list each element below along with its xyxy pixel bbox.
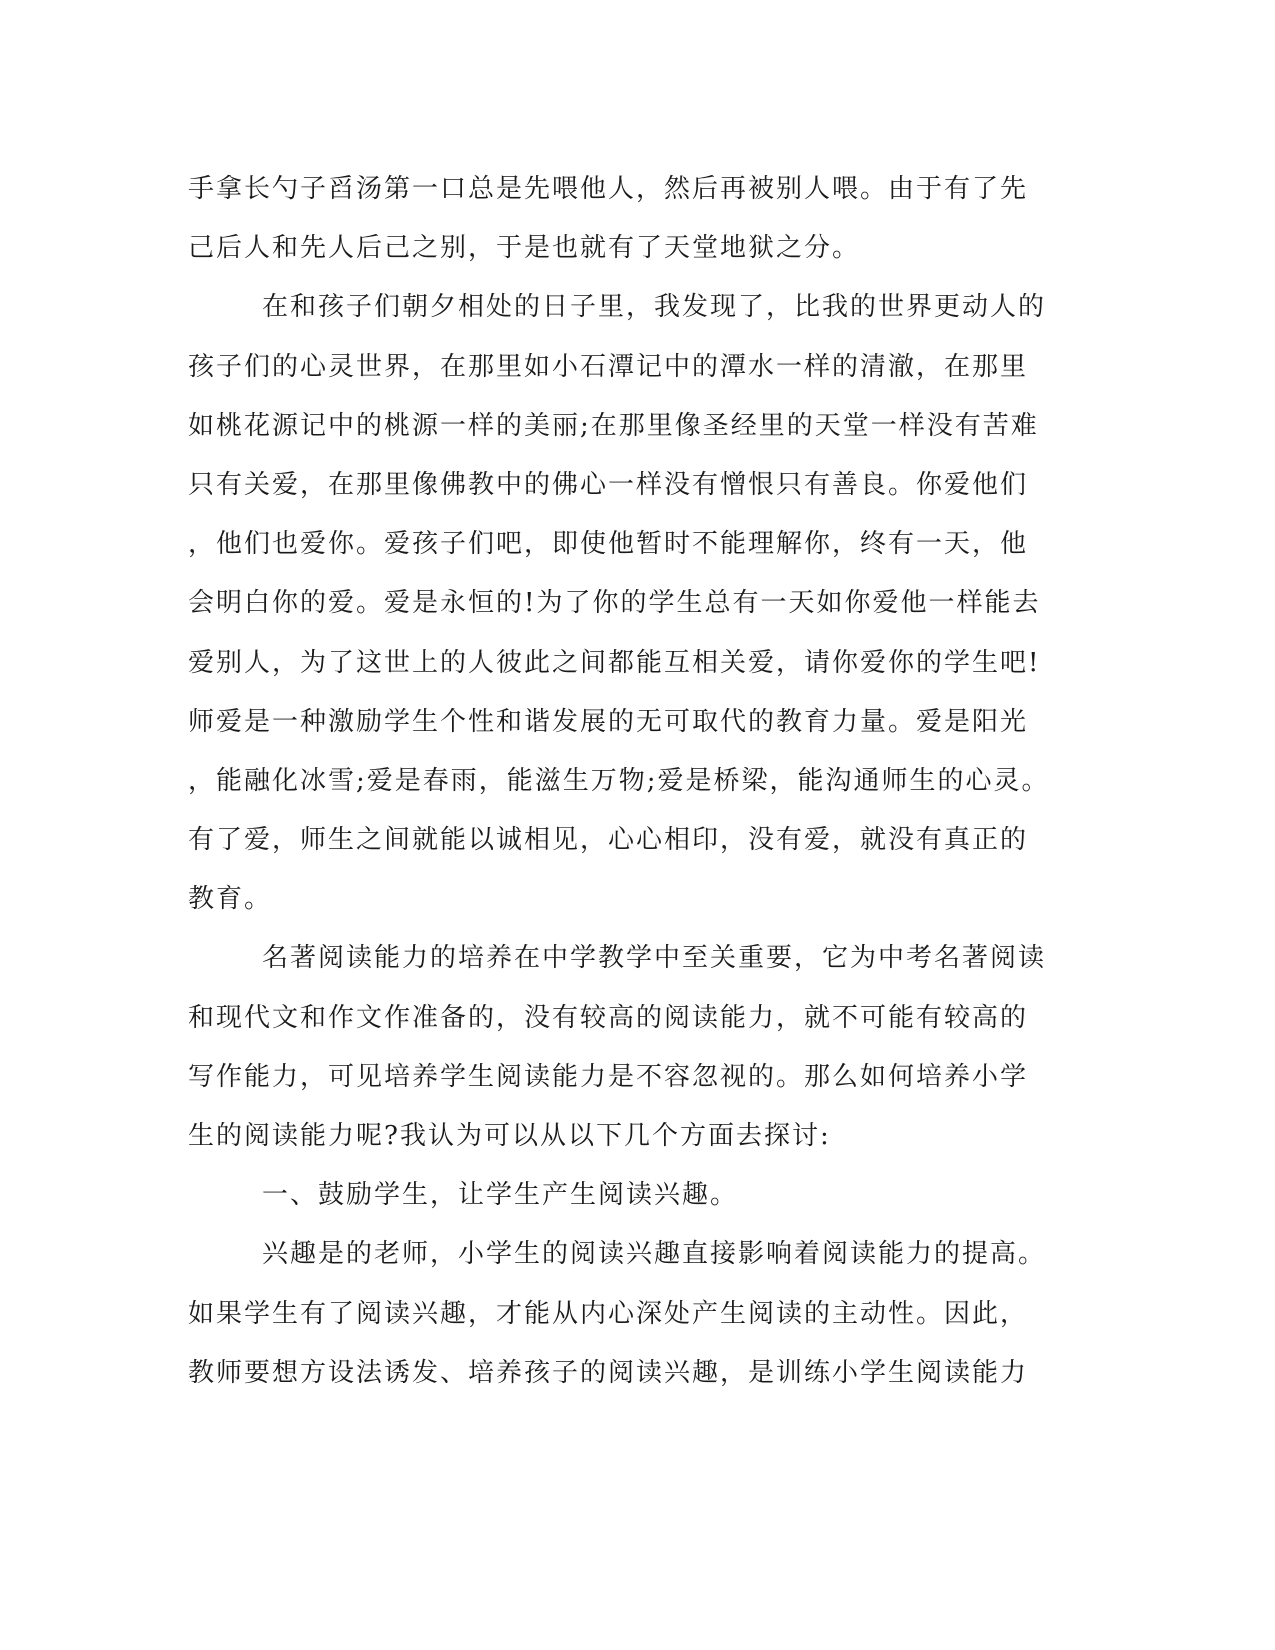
section-heading: 一、鼓励学生，让学生产生阅读兴趣。 — [262, 1180, 739, 1211]
text-line: 只有关爱，在那里像佛教中的佛心一样没有憎恨只有善良。你爱他们 — [188, 469, 1029, 500]
paragraph-start-line: 兴趣是的老师，小学生的阅读兴趣直接影响着阅读能力的提高。 — [262, 1239, 1047, 1270]
text-line: 写作能力，可见培养学生阅读能力是不容忽视的。那么如何培养小学 — [188, 1061, 1029, 1092]
text-line: ，能融化冰雪;爱是春雨，能滋生万物;爱是桥梁，能沟通师生的心灵。 — [188, 765, 1050, 796]
text-line: 孩子们的心灵世界，在那里如小石潭记中的潭水一样的清澈，在那里 — [188, 351, 1029, 382]
paragraph-start-line: 名著阅读能力的培养在中学教学中至关重要，它为中考名著阅读 — [262, 943, 1047, 974]
text-line: 教育。 — [188, 884, 273, 915]
text-line: 和现代文和作文作准备的，没有较高的阅读能力，就不可能有较高的 — [188, 1002, 1029, 1033]
body-text — [188, 160, 1088, 1403]
text-line: 有了爱，师生之间就能以诚相见，心心相印，没有爱，就没有真正的 — [188, 825, 1029, 856]
text-line: 师爱是一种激励学生个性和谐发展的无可取代的教育力量。爱是阳光 — [188, 706, 1029, 737]
text-line: 己后人和先人后己之别，于是也就有了天堂地狱之分。 — [188, 233, 861, 264]
text-line: 手拿长勺子舀汤第一口总是先喂他人，然后再被别人喂。由于有了先 — [188, 174, 1029, 204]
text-line: 爱别人，为了这世上的人彼此之间都能互相关爱，请你爱你的学生吧! — [188, 647, 1041, 678]
text-line: ，他们也爱你。爱孩子们吧，即使他暂时不能理解你，终有一天，他 — [188, 529, 1029, 560]
paragraph-start-line: 在和孩子们朝夕相处的日子里，我发现了，比我的世界更动人的 — [262, 292, 1047, 323]
text-line: 教师要想方设法诱发、培养孩子的阅读兴趣，是训练小学生阅读能力 — [188, 1357, 1029, 1388]
text-line: 如果学生有了阅读兴趣，才能从内心深处产生阅读的主动性。因此， — [188, 1298, 1029, 1329]
text-line: 会明白你的爱。爱是永恒的!为了你的学生总有一天如你爱他一样能去 — [188, 588, 1041, 619]
text-line: 生的阅读能力呢?我认为可以从以下几个方面去探讨: — [188, 1121, 831, 1151]
text-line: 如桃花源记中的桃源一样的美丽;在那里像圣经里的天堂一样没有苦难 — [188, 410, 1039, 441]
